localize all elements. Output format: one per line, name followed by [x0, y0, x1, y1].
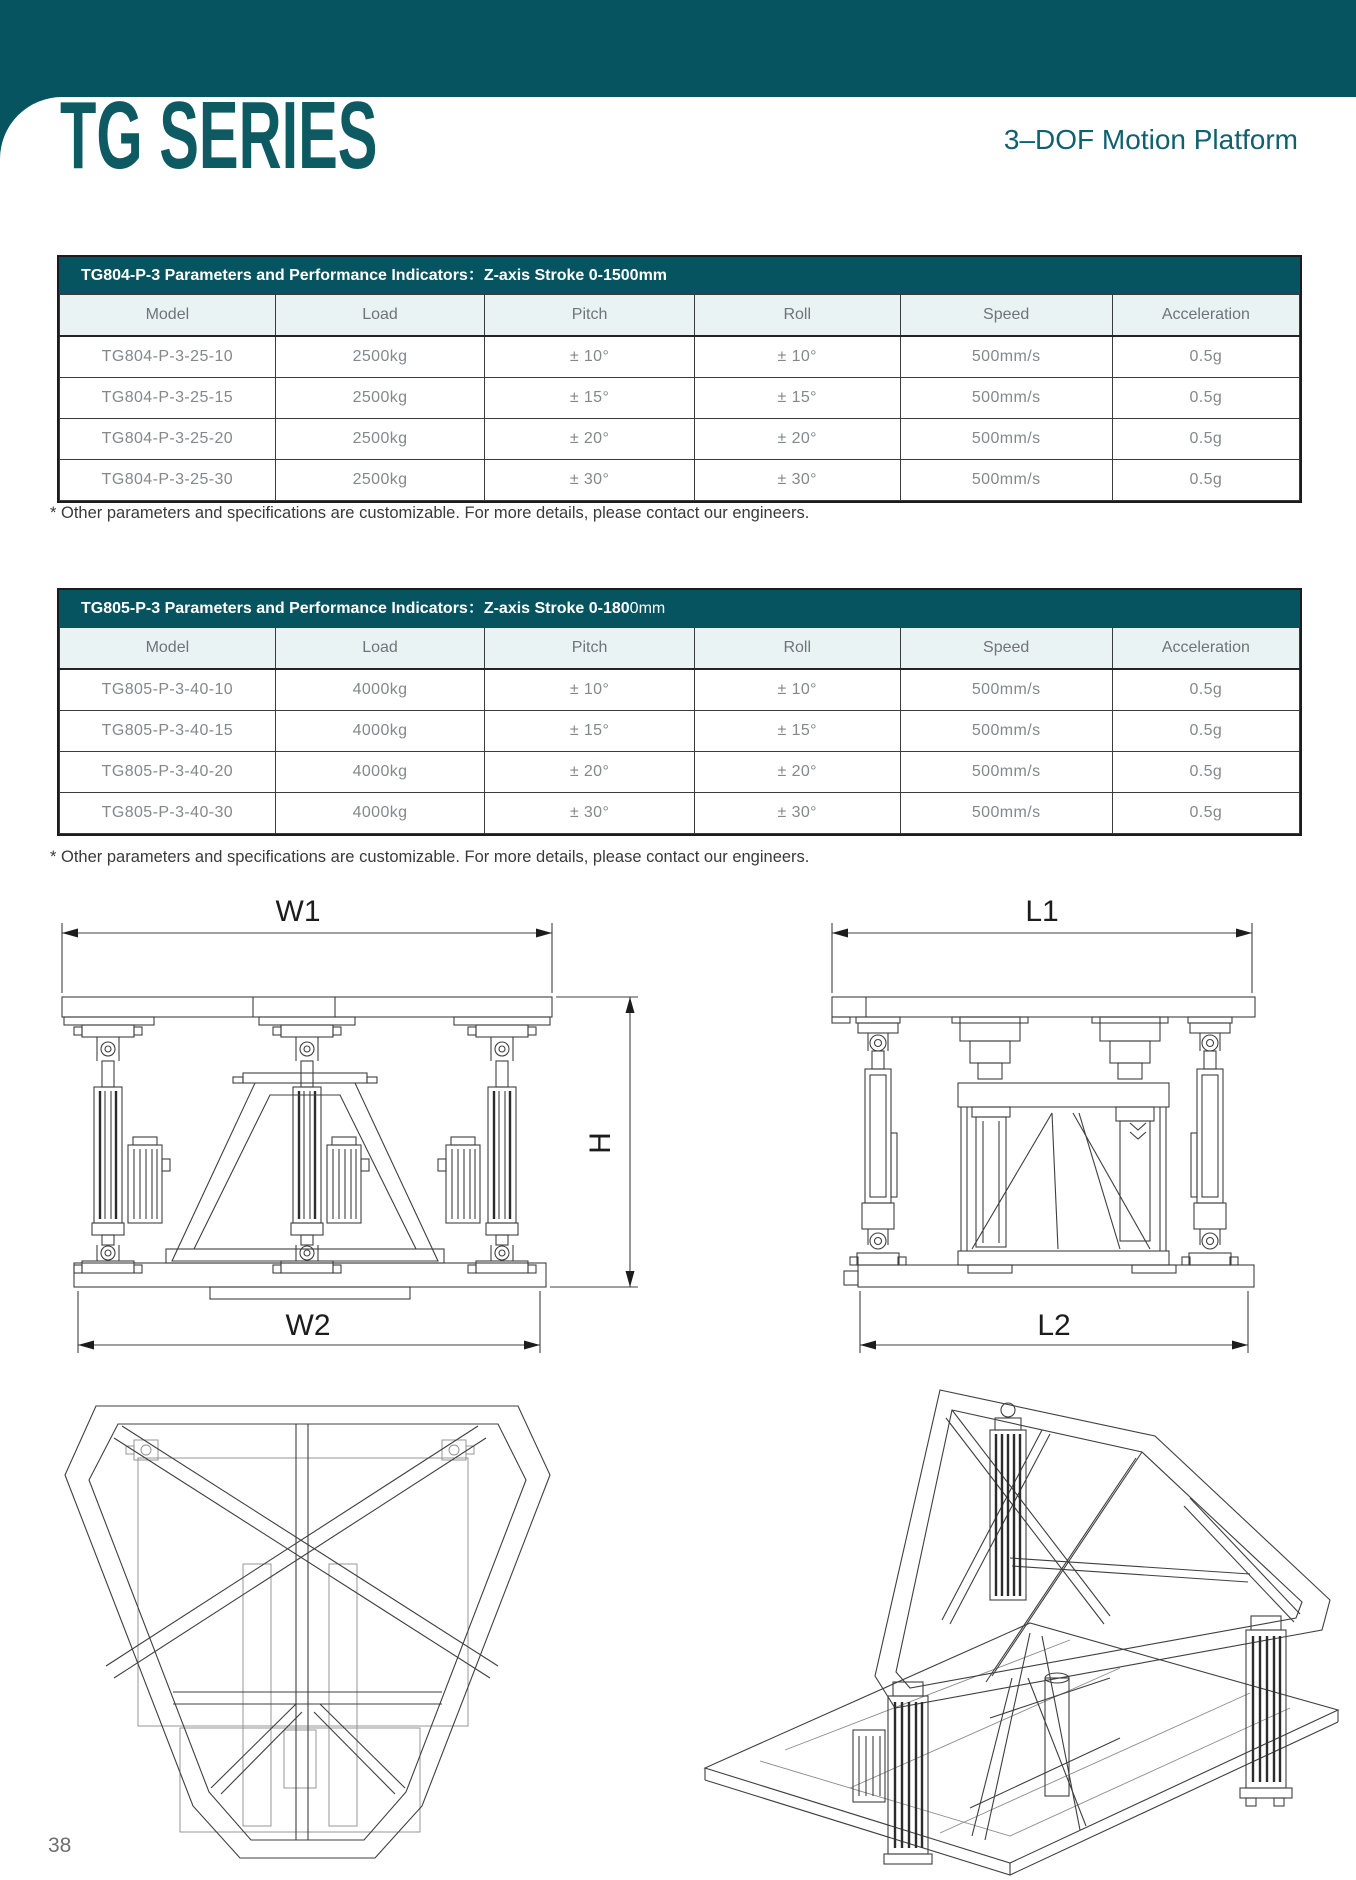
header-row: [60, 628, 1300, 670]
table-cell: 2500kg: [275, 419, 485, 460]
table-row: [60, 336, 1300, 378]
outer-legs: [850, 1023, 1238, 1265]
base-plate: [844, 1265, 1254, 1287]
isometric-view-drawing: [690, 1378, 1350, 1880]
table-cell: ± 20°: [694, 752, 900, 793]
l1-label: L1: [1025, 895, 1059, 928]
l1-dimension: [832, 895, 1252, 993]
table-cell: ± 30°: [485, 460, 695, 501]
side-view-drawing: [680, 893, 1330, 1363]
inner-supports: [960, 1017, 1160, 1079]
table-cell: TG805-P-3-40-30: [60, 793, 276, 834]
col-header-model: Model: [60, 628, 276, 670]
col-header-roll: Roll: [694, 628, 900, 670]
table-cell: ± 30°: [694, 460, 900, 501]
table-row: [60, 378, 1300, 419]
table-cell: 500mm/s: [900, 752, 1112, 793]
spec-table-tg805: [57, 588, 1302, 836]
h-label: H: [584, 1132, 617, 1154]
top-platform: [62, 997, 552, 1025]
table-cell: ± 10°: [694, 336, 900, 378]
cylinders: [853, 1403, 1292, 1864]
table-cell: 0.5g: [1112, 336, 1299, 378]
table-cell: 0.5g: [1112, 793, 1299, 834]
table-row: [60, 752, 1300, 793]
w1-label: W1: [275, 895, 321, 928]
table-cell: 500mm/s: [900, 793, 1112, 834]
l2-label: L2: [1037, 1309, 1071, 1342]
col-header-load: Load: [275, 295, 485, 337]
table-cell: TG805-P-3-40-10: [60, 669, 276, 711]
spec-table: [59, 627, 1300, 834]
underlying-platform: [138, 1458, 468, 1832]
table-row: [60, 419, 1300, 460]
table-cell: ± 15°: [694, 378, 900, 419]
table-cell: 4000kg: [275, 669, 485, 711]
header-row: [60, 295, 1300, 337]
table-row: [60, 711, 1300, 752]
table-cell: ± 30°: [694, 793, 900, 834]
spec-table-tg804: [57, 255, 1302, 503]
col-header-speed: Speed: [900, 628, 1112, 670]
col-header-pitch: Pitch: [485, 628, 695, 670]
table-cell: TG804-P-3-25-15: [60, 378, 276, 419]
table-cell: 500mm/s: [900, 711, 1112, 752]
page-number: 38: [48, 1834, 72, 1857]
table-cell: TG804-P-3-25-20: [60, 419, 276, 460]
table-cell: 0.5g: [1112, 752, 1299, 793]
table-cell: 500mm/s: [900, 669, 1112, 711]
table-cell: ± 10°: [485, 669, 695, 711]
table-cell: 4000kg: [275, 752, 485, 793]
w2-dimension: [78, 1291, 540, 1353]
col-header-acceleration: Acceleration: [1112, 295, 1299, 337]
table-cell: 4000kg: [275, 793, 485, 834]
h-dimension: [550, 997, 638, 1287]
table-cell: TG805-P-3-40-20: [60, 752, 276, 793]
w2-label: W2: [285, 1309, 331, 1342]
table-cell: ± 20°: [485, 419, 695, 460]
col-header-acceleration: Acceleration: [1112, 628, 1299, 670]
table-cell: 0.5g: [1112, 711, 1299, 752]
col-header-roll: Roll: [694, 295, 900, 337]
center-box-truss: [958, 1083, 1176, 1273]
table-cell: 500mm/s: [900, 378, 1112, 419]
col-header-load: Load: [275, 628, 485, 670]
table-title-light: 0mm: [629, 600, 666, 617]
table-title-bar: [59, 257, 1300, 294]
table-cell: ± 10°: [694, 669, 900, 711]
table-cell: TG804-P-3-25-30: [60, 460, 276, 501]
table-row: [60, 793, 1300, 834]
top-view-drawing: [30, 1398, 570, 1868]
table-cell: 4000kg: [275, 711, 485, 752]
front-view-drawing: [40, 893, 660, 1363]
col-header-model: Model: [60, 295, 276, 337]
corner-joints: [126, 1440, 474, 1460]
page-title: TG SERIES: [60, 82, 378, 189]
top-truss-frame: [875, 1390, 1330, 1708]
table-cell: ± 15°: [485, 711, 695, 752]
table-cell: 2500kg: [275, 460, 485, 501]
table-cell: ± 30°: [485, 793, 695, 834]
actuator-legs: [74, 1025, 536, 1273]
table-title: TG804-P-3 Parameters and Performance Indicators：Z-axis Stroke 0-1500mm: [81, 267, 668, 284]
l2-dimension: [860, 1291, 1248, 1353]
base-plate: [74, 1263, 546, 1299]
table-cell: ± 20°: [485, 752, 695, 793]
spec-table: [59, 294, 1300, 501]
table-cell: 500mm/s: [900, 460, 1112, 501]
table-cell: 2500kg: [275, 378, 485, 419]
table-row: [60, 460, 1300, 501]
table-cell: ± 15°: [694, 711, 900, 752]
table-cell: ± 10°: [485, 336, 695, 378]
table-cell: 0.5g: [1112, 378, 1299, 419]
inner-truss-members: [106, 1424, 498, 1840]
page-subtitle: 3–DOF Motion Platform: [1003, 124, 1298, 155]
table-cell: 0.5g: [1112, 460, 1299, 501]
top-platform: [832, 997, 1255, 1023]
w1-dimension: [62, 895, 552, 993]
table-cell: ± 15°: [485, 378, 695, 419]
table-cell: TG804-P-3-25-10: [60, 336, 276, 378]
table-cell: TG805-P-3-40-15: [60, 711, 276, 752]
table-title: TG805-P-3 Parameters and Performance Indicators：Z-axis Stroke 0-180: [81, 600, 630, 617]
table-title-bar: [59, 590, 1300, 627]
table-cell: 2500kg: [275, 336, 485, 378]
table-cell: 500mm/s: [900, 336, 1112, 378]
base-plate: [705, 1623, 1338, 1875]
table-cell: 0.5g: [1112, 669, 1299, 711]
table-cell: 0.5g: [1112, 419, 1299, 460]
col-header-pitch: Pitch: [485, 295, 695, 337]
col-header-speed: Speed: [900, 295, 1112, 337]
table-cell: ± 20°: [694, 419, 900, 460]
footnote-2: * Other parameters and specifications are customizable. For more details, please contact our engineers.: [50, 848, 810, 866]
table-cell: 500mm/s: [900, 419, 1112, 460]
table-row: [60, 669, 1300, 711]
footnote-1: * Other parameters and specifications are customizable. For more details, please contact our engineers.: [50, 504, 810, 522]
